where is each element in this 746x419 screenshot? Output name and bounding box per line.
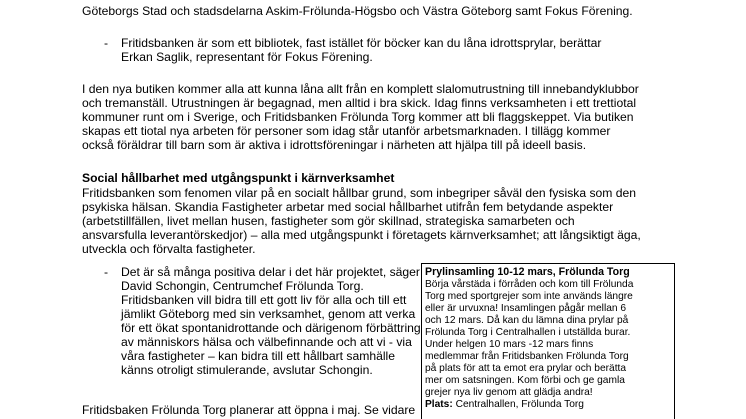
paragraph2-line: ansvarsfulla leverantörskedjor) – alla med utgångspunkt i företagets kärnverksamhet; att långsiktigt äga, — [82, 228, 641, 242]
event-line: grejer nya liv genom att glädja andra! — [425, 387, 593, 398]
event-line: mer om satsningen. Kom förbi och ge gamla — [425, 375, 625, 386]
event-info-box — [421, 263, 675, 419]
paragraph1-line: I den nya butiken kommer alla att kunna låna allt från en komplett slalomutrustning till innebandyklubbor — [82, 82, 639, 96]
paragraph1-line: kommuner runt om i Sverige, och Fritidsbanken Frölunda Torg kommer att bli flaggskeppet. Via butiken — [82, 110, 634, 124]
event-line: Börja vårstäda i förråden och kom till Frölunda — [425, 279, 634, 290]
event-line: Under helgen 10 mars -12 mars finns — [425, 339, 594, 350]
event-line: Frölunda Torg i Centralhallen i utställda burar. — [425, 327, 631, 338]
quote2-line: Fritidsbanken vill bidra till ett gott liv för alla och till ett — [121, 293, 407, 307]
quote2-bullet: - — [104, 265, 109, 279]
event-line: eller är urvuxna! Insamlingen pågår mellan 6 — [425, 303, 627, 314]
section-heading: Social hållbarhet med utgångspunkt i kärnverksamhet — [82, 171, 395, 185]
paragraph2-line: psykiska hälsan. Skandia Fastigheter arbetar med social hållbarhet utifrån fem betydande aspekter — [82, 200, 614, 214]
paragraph1-line: och tremanställ. Utrustningen är begagnad, men alltid i bra skick. Idag finns verksamheten i ett trettiotal — [82, 96, 637, 110]
quote1-line: Erkan Saglik, representant för Fokus Förening. — [121, 50, 373, 64]
event-title: Prylinsamling 10-12 mars, Frölunda Torg — [425, 266, 630, 278]
event-line: medlemmar från Fritidsbanken Frölunda Torg — [425, 351, 629, 362]
quote1-bullet: - — [104, 36, 109, 50]
event-line: på plats för att ta emot era prylar och berätta — [425, 363, 627, 374]
closing-line: Fritidsbaken Frölunda Torg planerar att öppna i maj. Se vidare — [82, 403, 416, 417]
quote2-line: Det är så många positiva delar i det här projektet, säger — [121, 265, 420, 279]
paragraph1-line: också föräldrar till barn som är aktiva i idrottsföreningar i närheten att hjälpa till på ideell basis. — [82, 138, 587, 152]
event-line: och 12 mars. Då kan du lämna dina prylar på — [425, 315, 629, 326]
quote2-line: av människors hälsa och välbefinnande och att vi - via — [121, 335, 412, 349]
paragraph2-line: Fritidsbanken som fenomen vilar på en socialt hållbar grund, som inbegriper såväl den fysiska som den — [82, 186, 637, 200]
event-place-label: Plats: — [425, 399, 453, 410]
quote2-line: för ett ökat spontanidrottande och därigenom förbättring — [121, 321, 421, 335]
quote2-line: känns otroligt stimulerande, avslutar Schongin. — [121, 363, 373, 377]
event-place-value: Centralhallen, Frölunda Torg — [452, 399, 584, 410]
event-line: Torg med sportgrejer som inte används längre — [425, 291, 633, 302]
paragraph2-line: utveckla och förvalta fastigheter. — [82, 242, 256, 256]
quote2-line: David Schongin, Centrumchef Frölunda Torg. — [121, 279, 364, 293]
paragraph2-line: (arbetstillfällen, livet mellan husen, fastigheter som gör skillnad, strategiska samarbeten och — [82, 214, 575, 228]
paragraph1-line: skapas ett tiotal nya arbeten för personer som idag står utanför arbetsmarknaden. I tillägg kommer — [82, 124, 611, 138]
quote2-line: våra fastigheter – kan bidra till ett hållbart samhälle — [121, 349, 395, 363]
intro-line: Göteborgs Stad och stadsdelarna Askim-Frölunda-Högsbo och Västra Göteborg samt Fokus Förening. — [82, 4, 633, 18]
quote1-line: Fritidsbanken är som ett bibliotek, fast istället för böcker kan du låna idrottsprylar, berättar — [121, 36, 602, 50]
event-place — [425, 399, 584, 411]
quote2-line: jämlikt Göteborg med sin verksamhet, genom att verka — [121, 307, 416, 321]
